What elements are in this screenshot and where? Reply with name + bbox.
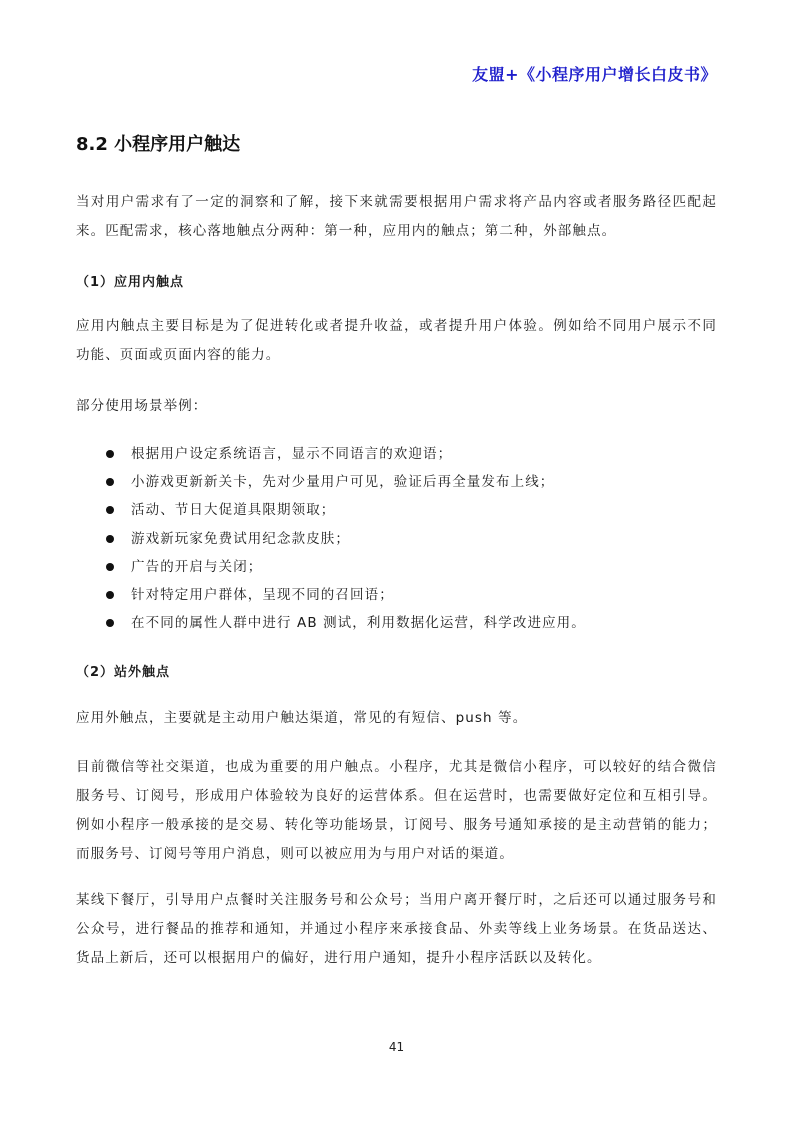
external-paragraph-2: 目前微信等社交渠道，也成为重要的用户触点。小程序，尤其是微信小程序，可以较好的结合微信服务号、订阅号，形成用户体验较为良好的运营体系。但在运营时，也需要做好定位和互相引导。例如小程序一般承接的是交易、转化等功能场景，订阅号、服务号通知承接的是主动营销的能力；而服务号、订阅号等用户消息，则可以被应用为与用户对话的渠道。 xyxy=(76,759,717,862)
bullet-icon xyxy=(106,506,114,514)
in-app-paragraph: 应用内触点主要目标是为了促进转化或者提升收益，或者提升用户体验。例如给不同用户展示不同功能、页面或页面内容的能力。 xyxy=(76,318,717,363)
list-item xyxy=(76,440,717,468)
bullet-icon xyxy=(106,591,114,599)
list-item xyxy=(76,553,717,581)
list-item xyxy=(76,468,717,496)
list-item-text: 小游戏更新新关卡，先对少量用户可见，验证后再全量发布上线； xyxy=(131,474,555,491)
list-item-text: 游戏新玩家免费试用纪念款皮肤； xyxy=(131,530,350,547)
scenario-list xyxy=(76,440,717,637)
intro-paragraph: 当对用户需求有了一定的洞察和了解，接下来就需要根据用户需求将产品内容或者服务路径匹配起来。匹配需求，核心落地触点分两种：第一种，应用内的触点；第二种，外部触点。 xyxy=(76,194,717,239)
running-header: 友盟+《小程序用户增长白皮书》 xyxy=(472,65,717,84)
scenario-list-intro: 部分使用场景举例： xyxy=(76,398,208,414)
section-title: 8.2 小程序用户触达 xyxy=(76,134,241,155)
external-paragraph-3: 某线下餐厅，引导用户点餐时关注服务号和公众号；当用户离开餐厅时，之后还可以通过服务号和公众号，进行餐品的推荐和通知，并通过小程序来承接食品、外卖等线上业务场景。在货品送达、货品上新后，还可以根据用户的偏好，进行用户通知，提升小程序活跃以及转化。 xyxy=(76,892,717,966)
bullet-icon xyxy=(106,478,114,486)
bullet-icon xyxy=(106,619,114,627)
page-number: 41 xyxy=(388,1040,405,1054)
list-item-text: 广告的开启与关闭； xyxy=(131,558,263,575)
list-item xyxy=(76,609,717,637)
bullet-icon xyxy=(106,450,114,458)
external-paragraph-1: 应用外触点，主要就是主动用户触达渠道，常见的有短信、push 等。 xyxy=(76,710,528,726)
subsection-heading-in-app: （1）应用内触点 xyxy=(76,275,185,290)
bullet-icon xyxy=(106,563,114,571)
bullet-icon xyxy=(106,535,114,543)
list-item xyxy=(76,496,717,524)
list-item-text: 在不同的属性人群中进行 AB 测试，利用数据化运营，科学改进应用。 xyxy=(131,615,586,632)
list-item xyxy=(76,525,717,553)
list-item-text: 活动、节日大促道具限期领取； xyxy=(131,502,336,519)
subsection-heading-external: （2）站外触点 xyxy=(76,665,171,680)
list-item xyxy=(76,581,717,609)
list-item-text: 针对特定用户群体，呈现不同的召回语； xyxy=(131,586,394,603)
list-item-text: 根据用户设定系统语言，显示不同语言的欢迎语； xyxy=(131,446,453,462)
